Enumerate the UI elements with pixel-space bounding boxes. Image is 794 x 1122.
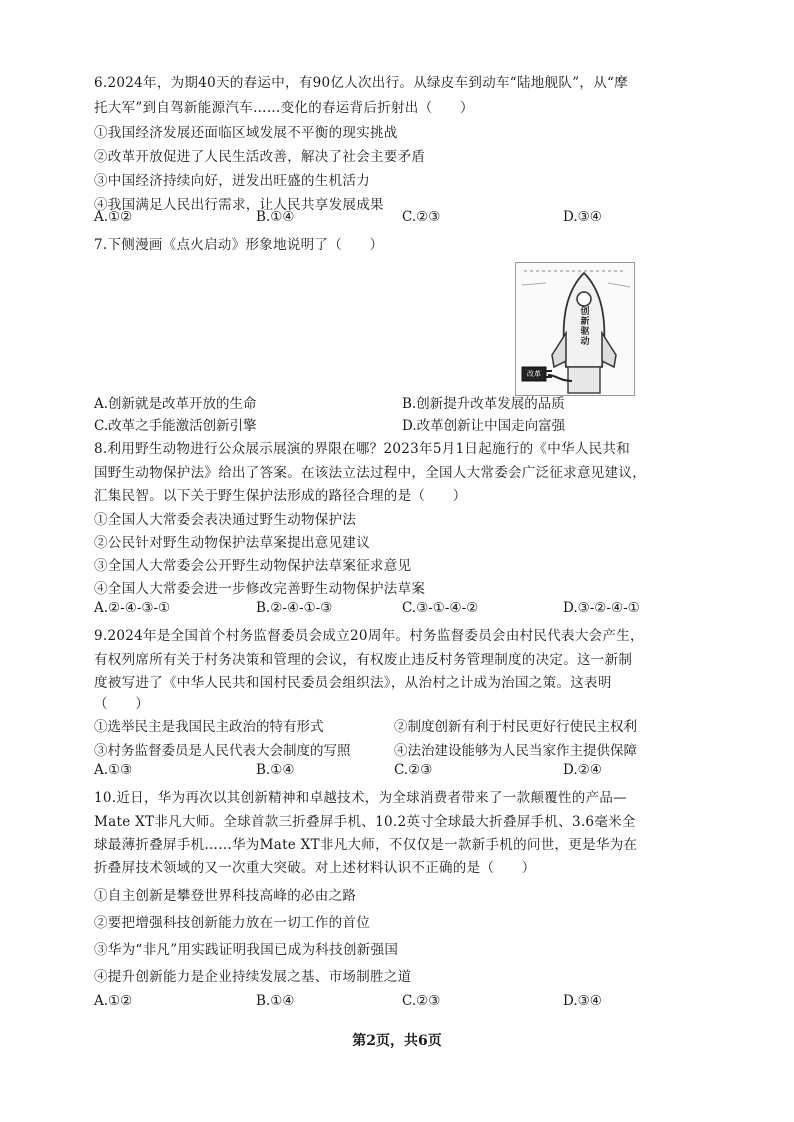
q9-stem-line4: （ ） [94, 696, 150, 712]
q8-stem-line3: 汇集民智。以下关于野生保护法形成的路径合理的是（ ） [94, 488, 467, 504]
q9-option-b: B.①④ [256, 762, 295, 778]
q9-item-4: ④法治建设能够为人民当家作主提供保障 [394, 743, 637, 759]
q8-option-a: A.②-④-③-① [94, 600, 171, 616]
q7-option-b: B.创新提升改革发展的品质 [402, 396, 565, 412]
q6-item-2: ②改革开放促进了人民生活改善，解决了社会主要矛盾 [94, 149, 426, 165]
cartoon-ignition [515, 262, 635, 396]
q9-stem-line1: 9.2024年是全国首个村务监督委员会成立20周年。村务监督委员会由村民代表大会产生， [94, 628, 644, 644]
q9-stem-line3: 度被写进了《中华人民共和国村民委员会组织法》，从治村之计成为治国之策。这表明 [94, 675, 612, 691]
q10-option-d: D.③④ [563, 993, 602, 1009]
q8-stem-line1: 8.利用野生动物进行公众展示展演的界限在哪？2023年5月1日起施行的《中华人民共和 [94, 441, 631, 457]
q7-stem: 7.下侧漫画《点火启动》形象地说明了（ ） [94, 237, 384, 253]
q10-stem-line1: 10.近日，华为再次以其创新精神和卓越技术，为全球消费者带来了一款颠覆性的产品— [94, 790, 627, 806]
q8-item-2: ②公民针对野生动物保护法草案提出意见建议 [94, 535, 370, 551]
q10-item-4: ④提升创新能力是企业持续发展之基、市场制胜之道 [94, 969, 412, 985]
q8-item-3: ③全国人大常委会公开野生动物保护法草案征求意见 [94, 558, 412, 574]
q9-item-2: ②制度创新有利于村民更好行使民主权利 [394, 719, 637, 735]
q7-option-c: C.改革之手能激活创新引擎 [94, 418, 257, 434]
q8-item-1: ①全国人大常委会表决通过野生动物保护法 [94, 512, 357, 528]
q7-option-d: D.改革创新让中国走向富强 [402, 418, 566, 434]
q6-item-3: ③中国经济持续向好，迸发出旺盛的生机活力 [94, 173, 370, 189]
q8-item-4: ④全国人大常委会进一步修改完善野生动物保护法草案 [94, 581, 426, 597]
q10-option-a: A.①② [94, 993, 133, 1009]
q6-option-b: B.①④ [256, 209, 295, 225]
page-footer: 第2页，共6页 [352, 1033, 442, 1049]
q6-option-c: C.②③ [402, 209, 441, 225]
q6-item-1: ①我国经济发展还面临区域发展不平衡的现实挑战 [94, 125, 398, 141]
plug-label: 改革 [527, 370, 541, 378]
q8-option-d: D.③-②-④-① [563, 600, 640, 616]
q10-stem-line4: 折叠屏技术领域的又一次重大突破。对上述材料认识不正确的是（ ） [94, 860, 536, 876]
q8-option-c: C.③-①-④-② [402, 600, 479, 616]
q10-option-b: B.①④ [256, 993, 295, 1009]
q9-option-c: C.②③ [394, 762, 433, 778]
q8-option-b: B.②-④-①-③ [256, 600, 333, 616]
q6-stem-line1: 6.2024年，为期40天的春运中，有90亿人次出行。从绿皮车到动车“陆地舰队”，从“摩 [94, 75, 628, 91]
q8-stem-line2: 国野生动物保护法》给出了答案。在该法立法过程中，全国人大常委会广泛征求意见建议， [94, 465, 646, 481]
q9-stem-line2: 有权列席所有关于村务决策和管理的会议，有权废止违反村务管理制度的决定。这一新制 [94, 652, 633, 668]
q6-item-4: ④我国满足人民出行需求，让人民共享发展成果 [94, 197, 384, 213]
q10-stem-line3: 球最薄折叠屏手机……华为Mate XT非凡大师，不仅仅是一款新手机的问世，更是华为在 [94, 837, 638, 853]
q7-option-a: A.创新就是改革开放的生命 [94, 396, 257, 412]
q10-item-3: ③华为“非凡”用实践证明我国已成为科技创新强国 [94, 942, 399, 958]
q9-option-d: D.②④ [563, 762, 602, 778]
q10-option-c: C.②③ [402, 993, 441, 1009]
rocket-label: 创新驱动 [580, 307, 590, 347]
q10-stem-line2: Mate XT非凡大师。全球首款三折叠屏手机、10.2英寸全球最大折叠屏手机、3.6毫米全 [94, 814, 636, 830]
q6-option-d: D.③④ [563, 209, 602, 225]
q9-option-a: A.①③ [94, 762, 133, 778]
q6-stem-line2: 托大军”到自驾新能源汽车……变化的春运背后折射出（ ） [94, 100, 474, 116]
q9-item-3: ③村务监督委员是人民代表大会制度的写照 [94, 743, 351, 759]
q6-option-a: A.①② [94, 209, 133, 225]
q9-item-1: ①选举民主是我国民主政治的特有形式 [94, 719, 324, 735]
q10-item-1: ①自主创新是攀登世界科技高峰的必由之路 [94, 888, 357, 904]
q10-item-2: ②要把增强科技创新能力放在一切工作的首位 [94, 915, 370, 931]
